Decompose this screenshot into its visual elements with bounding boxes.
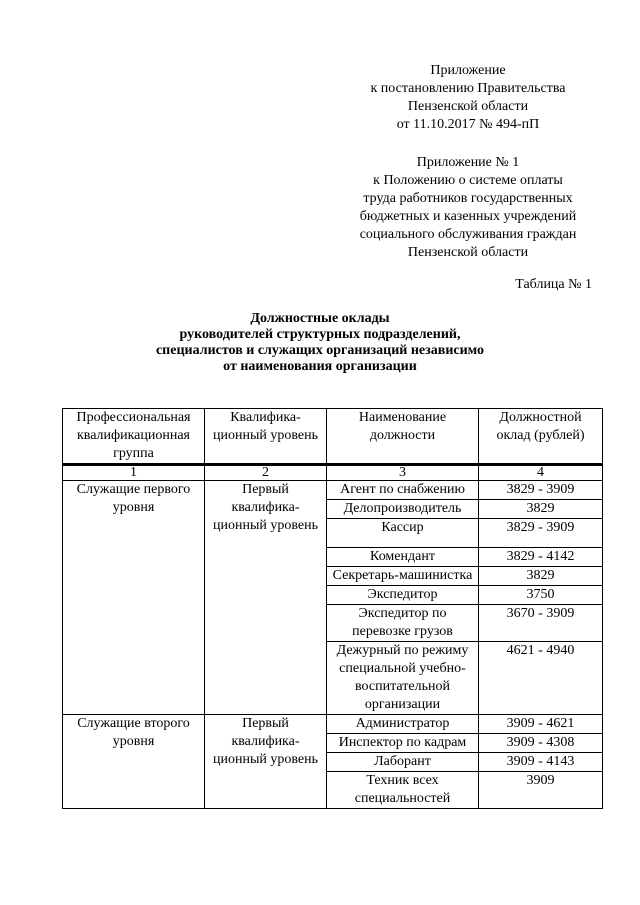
title-line: руководителей структурных подразделений, [179, 327, 461, 342]
level-cell: Первый квалифика-ционный уровень [205, 715, 327, 809]
appendix-line: труда работников государственных [363, 191, 573, 206]
appendix-date-line: от 11.10.2017 № 494-пП [396, 117, 540, 132]
header-cell: Квалифика-ционный уровень [205, 409, 327, 465]
column-number: 1 [63, 465, 205, 481]
salary-cell: 3829 [479, 500, 603, 519]
position-cell: Экспедитор по перевозке грузов [327, 605, 479, 642]
salary-cell: 3750 [479, 586, 603, 605]
header-cell: Наименование должности [327, 409, 479, 465]
position-cell: Агент по снабжению [327, 481, 479, 500]
position-cell: Администратор [327, 715, 479, 734]
title-line: Должностные оклады [250, 311, 390, 326]
column-number: 4 [479, 465, 603, 481]
column-number: 2 [205, 465, 327, 481]
group-cell: Служащие второго уровня [63, 715, 205, 809]
appendix-line: Приложение [430, 63, 506, 78]
appendix-line: к Положению о системе оплаты [373, 173, 563, 188]
table-number: Таблица № 1 [515, 277, 592, 292]
salary-cell: 3829 - 3909 [479, 481, 603, 500]
salary-cell: 3829 [479, 567, 603, 586]
document-title [0, 311, 640, 375]
title-line: специалистов и служащих организаций независимо [155, 343, 485, 358]
appendix-line: Пензенской области [407, 245, 529, 260]
appendix-line: социального обслуживания граждан [359, 227, 577, 242]
appendix-1-header [318, 154, 618, 262]
salary-table [62, 408, 603, 809]
title-line: от наименования организации [223, 359, 417, 374]
salary-cell: 3829 - 3909 [479, 519, 603, 548]
table-header-row [63, 409, 603, 465]
salary-cell: 3909 [479, 772, 603, 809]
column-number-row [63, 465, 603, 481]
position-cell: Дежурный по режиму специальной учебно-воспитательной организации [327, 642, 479, 715]
position-cell: Делопроизводитель [327, 500, 479, 519]
header-cell: Должностной оклад (рублей) [479, 409, 603, 465]
position-cell: Инспектор по кадрам [327, 734, 479, 753]
salary-cell: 3909 - 4621 [479, 715, 603, 734]
column-number: 3 [327, 465, 479, 481]
appendix-line: бюджетных и казенных учреждений [359, 209, 577, 224]
table-row [63, 715, 603, 734]
position-cell: Комендант [327, 548, 479, 567]
salary-cell: 4621 - 4940 [479, 642, 603, 715]
position-cell: Лаборант [327, 753, 479, 772]
level-cell: Первый квалифика-ционный уровень [205, 481, 327, 715]
position-cell: Техник всех специальностей [327, 772, 479, 809]
appendix-line: Пензенской области [407, 99, 529, 114]
header-cell: Профессиональная квалификационная группа [63, 409, 205, 465]
position-cell: Кассир [327, 519, 479, 548]
salary-cell: 3829 - 4142 [479, 548, 603, 567]
table-row [63, 481, 603, 500]
appendix-header [340, 62, 596, 134]
appendix-line: Приложение № 1 [416, 155, 520, 170]
group-cell: Служащие первого уровня [63, 481, 205, 715]
salary-cell: 3670 - 3909 [479, 605, 603, 642]
salary-cell: 3909 - 4143 [479, 753, 603, 772]
position-cell: Экспедитор [327, 586, 479, 605]
appendix-line: к постановлению Правительства [370, 81, 566, 96]
salary-cell: 3909 - 4308 [479, 734, 603, 753]
position-cell: Секретарь-машинистка [327, 567, 479, 586]
